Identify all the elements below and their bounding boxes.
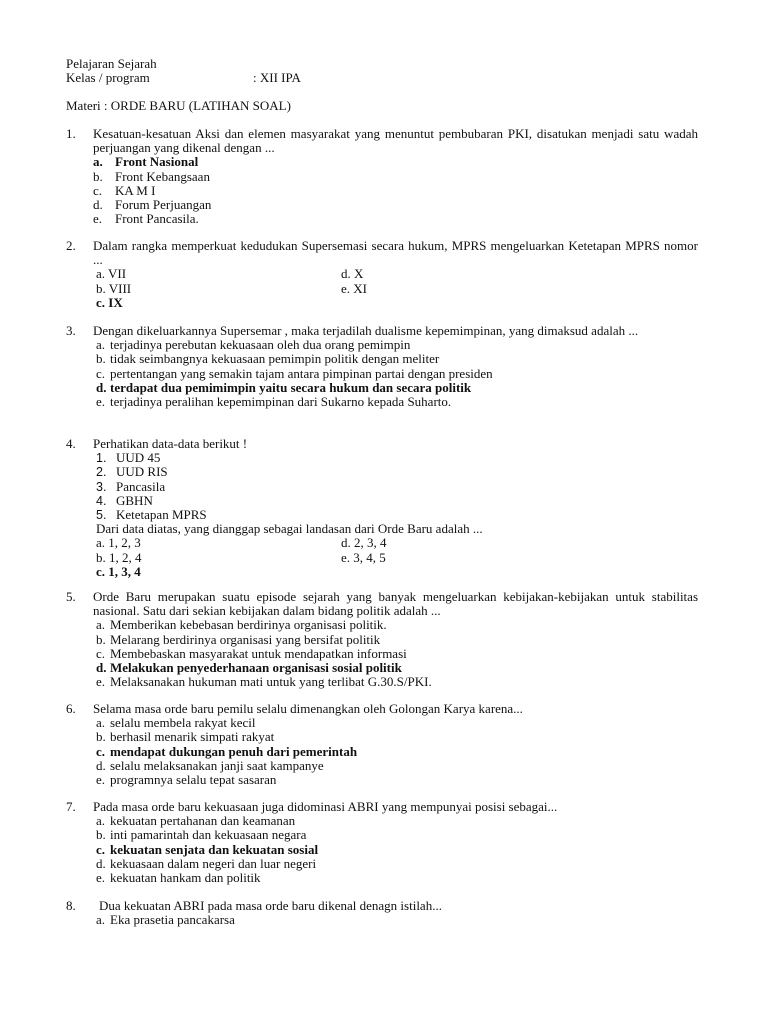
option-c: c. 1, 3, 4 (96, 563, 141, 579)
question-text: Kesatuan-kesatuan Aksi dan elemen masyarakat yang menuntut pembubaran PKI, disatukan menjadi satu wadah perjuangan yang dikenal dengan ... (93, 126, 698, 156)
option-d: d. Melakukan penyederhanaan organisasi sosial politik (96, 659, 402, 675)
question-text: Selama masa orde baru pemilu selalu dimenangkan oleh Golongan Karya karena... (93, 701, 523, 716)
question-text: Perhatikan data-data berikut ! (93, 436, 248, 451)
option-b: b. 1, 2, 4 (96, 549, 142, 565)
option-e: e. 3, 4, 5 (341, 549, 386, 565)
option-grid (96, 267, 698, 310)
class-label: Kelas / program (66, 70, 150, 85)
option-e: e. programnya selalu tepat sasaran (96, 771, 277, 787)
question-text: Dengan dikeluarkannya Supersemar , maka terjadilah dualisme kepemimpinan, yang dimaksud adalah ... (93, 323, 639, 338)
option-c: c. KA M I (93, 182, 156, 198)
option-c: c. mendapat dukungan penuh dari pemerintah (96, 743, 358, 759)
option-c: c. pertentangan yang semakin tajam antara pimpinan partai dengan presiden (96, 365, 493, 381)
option-a: a. Memberikan kebebasan berdirinya organisasi politik. (96, 617, 387, 633)
option-e: e. terjadinya peralihan kepemimpinan dari Sukarno kepada Suharto. (96, 393, 452, 409)
option-e: e. Front Pancasila. (93, 211, 199, 227)
question-number: 8. (66, 898, 76, 913)
option-b: b. VIII (96, 280, 132, 296)
option-a: a. VII (96, 266, 127, 282)
option-list (96, 814, 698, 885)
list-item: 5. Ketetapan MPRS (96, 506, 207, 522)
option-c: c. kekuatan senjata dan kekuatan sosial (96, 841, 319, 857)
question-number: 7. (66, 799, 76, 814)
option-e: e. Melaksanakan hukuman mati untuk yang terlibat G.30.S/PKI. (96, 674, 432, 690)
list-item: 1. UUD 45 (96, 450, 161, 466)
option-b: b. berhasil menarik simpati rakyat (96, 729, 275, 745)
option-c: c. IX (96, 294, 123, 310)
option-a: a. terjadinya perebutan kekuasaan oleh dua orang pemimpin (96, 337, 411, 353)
option-b: b. inti pamarintah dan kekuasaan negara (96, 827, 307, 843)
option-b: b. Melarang berdirinya organisasi yang bersifat politik (96, 631, 381, 647)
option-d: d. X (341, 266, 364, 282)
option-e: e. kekuatan hankam dan politik (96, 869, 261, 885)
option-d: d. 2, 3, 4 (341, 535, 387, 551)
option-grid (96, 536, 698, 579)
question-text: Dalam rangka memperkuat kedudukan Supersemasi secara hukum, MPRS mengeluarkan Ketetapan MPRS nomor ... (93, 238, 698, 268)
question-text: Dua kekuatan ABRI pada masa orde baru dikenal denagn istilah... (99, 898, 442, 913)
option-b: b. tidak seimbangnya kekuasaan pemimpin politik dengan meliter (96, 351, 440, 367)
question-4 (66, 437, 698, 579)
question-8 (66, 899, 698, 927)
question-3 (66, 324, 698, 409)
subject-label: Pelajaran Sejarah (66, 56, 157, 71)
question-1 (66, 127, 698, 226)
data-list (96, 451, 698, 522)
question-number: 4. (66, 436, 76, 451)
question-6 (66, 702, 698, 787)
option-a: a. selalu membela rakyat kecil (96, 715, 256, 731)
option-d: d. selalu melaksanakan janji saat kampanye (96, 757, 324, 773)
question-number: 1. (66, 126, 76, 141)
option-c: c. Membebaskan masyarakat untuk mendapatkan informasi (96, 645, 407, 661)
option-a: a. 1, 2, 3 (96, 535, 141, 551)
option-a: a. kekuatan pertahanan dan keamanan (96, 813, 296, 829)
question-number: 5. (66, 589, 76, 604)
materi-line (66, 99, 291, 113)
question-prompt: Dari data diatas, yang dianggap sebagai landasan dari Orde Baru adalah ... (96, 521, 483, 537)
option-d: d. kekuasaan dalam negeri dan luar negeri (96, 855, 317, 871)
option-list (96, 716, 698, 787)
option-d: d. terdapat dua pemimimpin yaitu secara hukum dan secara politik (96, 379, 472, 395)
option-d: d. Forum Perjuangan (93, 196, 212, 212)
question-2 (66, 239, 698, 310)
option-b: b. Front Kebangsaan (93, 168, 210, 184)
question-number: 3. (66, 323, 76, 338)
question-7 (66, 800, 698, 885)
question-text: Pada masa orde baru kekuasaan juga didominasi ABRI yang mempunyai posisi sebagai... (93, 799, 558, 814)
option-list (96, 618, 698, 689)
question-text: Orde Baru merupakan suatu episode sejarah yang banyak mengeluarkan kebijakan-kebijakan untuk stabilitas nasional. Satu dari sekian kebijakan dalam bidang politik adalah ... (93, 589, 698, 619)
question-number: 6. (66, 701, 76, 716)
list-item: 3. Pancasila (96, 478, 166, 494)
question-number: 2. (66, 238, 76, 253)
option-a: a. Eka prasetia pancakarsa (96, 912, 235, 928)
class-value: : XII IPA (253, 70, 301, 85)
list-item: 4. GBHN (96, 492, 153, 508)
option-list (96, 913, 698, 927)
question-5 (66, 590, 698, 689)
option-list (96, 338, 698, 409)
option-list (93, 155, 698, 226)
option-a: a. Front Nasional (93, 154, 199, 170)
materi-title: Materi : ORDE BARU (LATIHAN SOAL) (66, 98, 291, 113)
list-item: 2. UUD RIS (96, 464, 168, 480)
class-line (66, 71, 466, 85)
option-e: e. XI (341, 280, 367, 296)
